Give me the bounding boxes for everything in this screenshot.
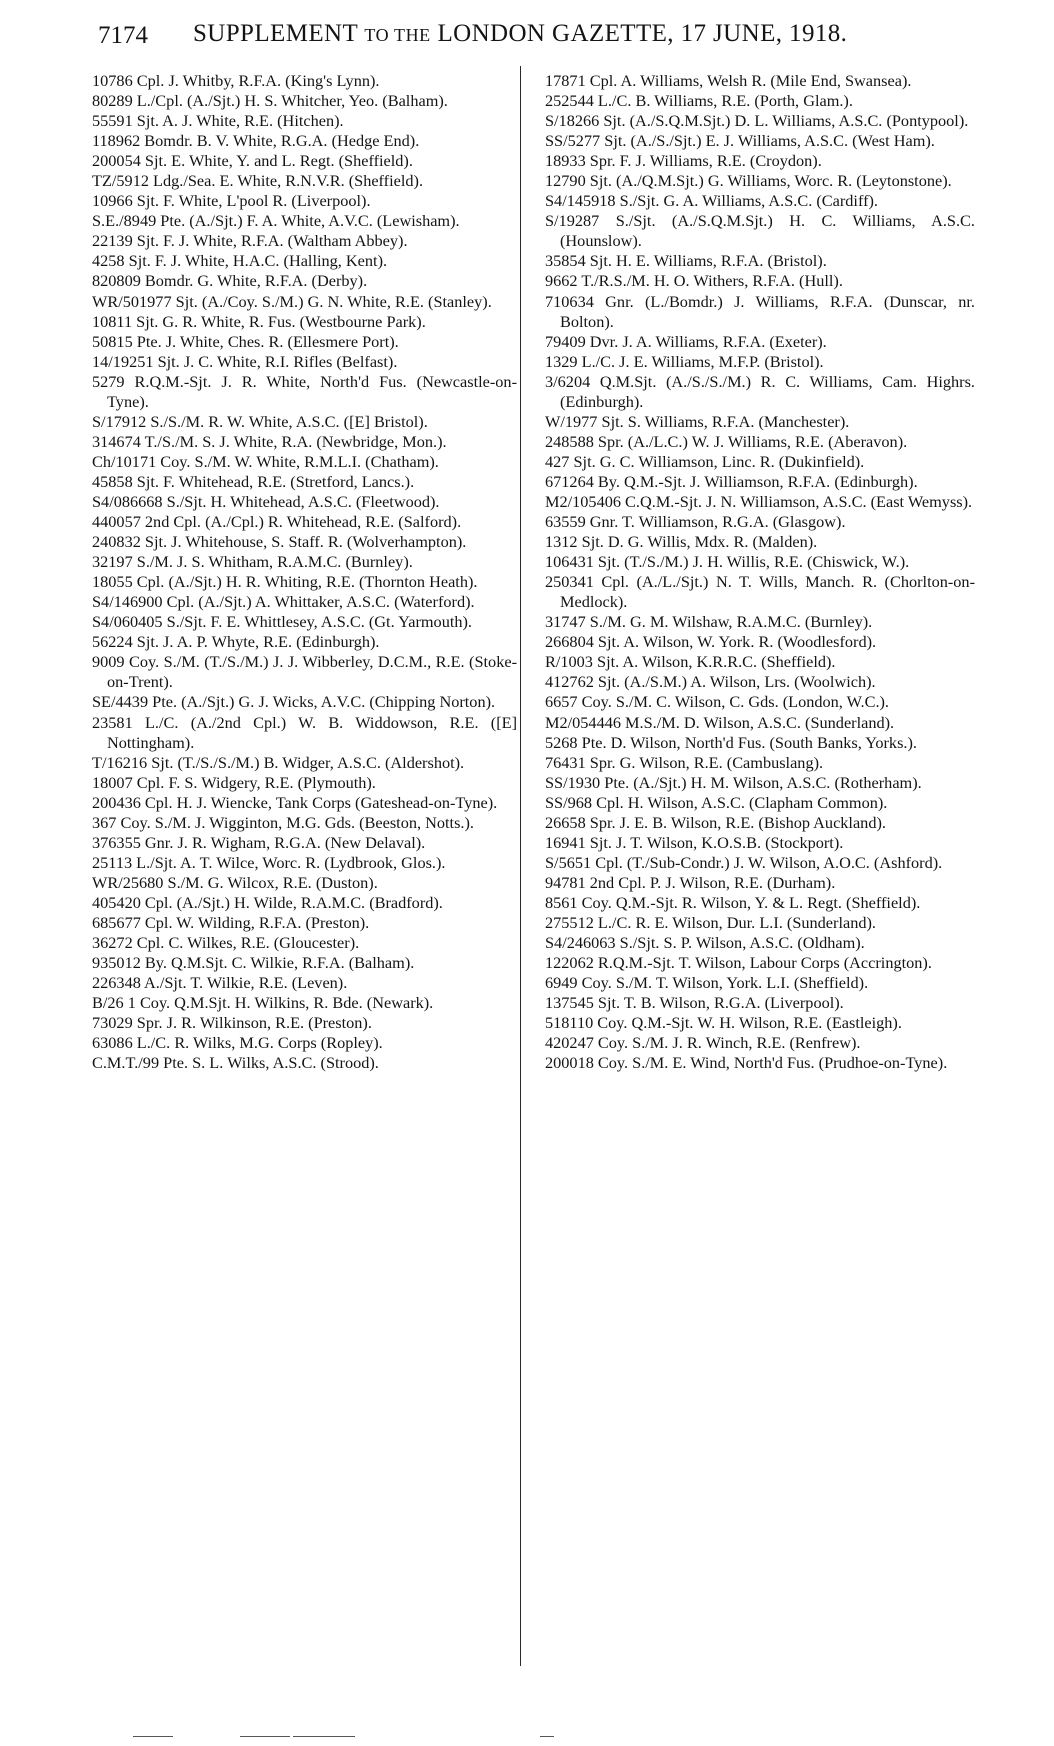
footer-rule <box>133 1736 173 1737</box>
list-item: 18007 Cpl. F. S. Widgery, R.E. (Plymouth). <box>92 772 376 792</box>
list-item: WR/501977 Sjt. (A./Coy. S./M.) G. N. White, R.E. (Stanley). <box>92 291 492 311</box>
page-title <box>193 20 847 48</box>
list-item: 3/6204 Q.M.Sjt. (A./S./S./M.) R. C. Williams, Cam. Highrs. (Edinburgh). <box>545 371 975 411</box>
list-item: 137545 Sjt. T. B. Wilson, R.G.A. (Liverpool). <box>545 993 844 1013</box>
list-item: 252544 L./C. B. Williams, R.E. (Porth, Glam.). <box>545 91 853 111</box>
list-item: S/19287 S./Sjt. (A./S.Q.M.Sjt.) H. C. Williams, A.S.C. (Hounslow). <box>545 211 975 251</box>
right-column <box>545 71 975 1073</box>
list-item: 118962 Bomdr. B. V. White, R.G.A. (Hedge End). <box>92 131 420 151</box>
list-item: 9662 T./R.S./M. H. O. Withers, R.F.A. (Hull). <box>545 271 843 291</box>
list-item: 440057 2nd Cpl. (A./Cpl.) R. Whitehead, R.E. (Salford). <box>92 512 462 532</box>
list-item: 18933 Spr. F. J. Williams, R.E. (Croydon). <box>545 151 822 171</box>
page-header <box>98 20 978 60</box>
list-item: S4/086668 S./Sjt. H. Whitehead, A.S.C. (Fleetwood). <box>92 491 440 511</box>
list-item: 94781 2nd Cpl. P. J. Wilson, R.E. (Durham). <box>545 872 836 892</box>
list-item: 314674 T./S./M. S. J. White, R.A. (Newbridge, Mon.). <box>92 431 447 451</box>
list-item: S4/246063 S./Sjt. S. P. Wilson, A.S.C. (Oldham). <box>545 933 865 953</box>
title-to-the: TO THE <box>364 25 431 45</box>
list-item: 200054 Sjt. E. White, Y. and L. Regt. (Sheffield). <box>92 151 413 171</box>
list-item: 45858 Sjt. F. Whitehead, R.E. (Stretford, Lancs.). <box>92 471 415 491</box>
list-item: 63086 L./C. R. Wilks, M.G. Corps (Ropley). <box>92 1033 383 1053</box>
list-item: 367 Coy. S./M. J. Wigginton, M.G. Gds. (Beeston, Notts.). <box>92 812 474 832</box>
list-item: 80289 L./Cpl. (A./Sjt.) H. S. Whitcher, Yeo. (Balham). <box>92 91 448 111</box>
list-item: S4/060405 S./Sjt. F. E. Whittlesey, A.S.C. (Gt. Yarmouth). <box>92 612 472 632</box>
list-item: 32197 S./M. J. S. Whitham, R.A.M.C. (Burnley). <box>92 552 413 572</box>
list-item: 10811 Sjt. G. R. White, R. Fus. (Westbourne Park). <box>92 311 426 331</box>
list-item: 6949 Coy. S./M. T. Wilson, York. L.I. (Sheffield). <box>545 973 869 993</box>
list-item: SS/1930 Pte. (A./Sjt.) H. M. Wilson, A.S.C. (Rotherham). <box>545 772 922 792</box>
list-item: 122062 R.Q.M.-Sjt. T. Wilson, Labour Corps (Accrington). <box>545 953 932 973</box>
list-item: 36272 Cpl. C. Wilkes, R.E. (Gloucester). <box>92 933 360 953</box>
list-item: 820809 Bomdr. G. White, R.F.A. (Derby). <box>92 271 368 291</box>
list-item: 18055 Cpl. (A./Sjt.) H. R. Whiting, R.E. (Thornton Heath). <box>92 572 478 592</box>
list-item: TZ/5912 Ldg./Sea. E. White, R.N.V.R. (Sheffield). <box>92 171 424 191</box>
page-number: 7174 <box>98 22 148 49</box>
footer-rule <box>240 1736 290 1737</box>
list-item: 16941 Sjt. J. T. Wilson, K.O.S.B. (Stockport). <box>545 832 844 852</box>
list-item: 420247 Coy. S./M. J. R. Winch, R.E. (Renfrew). <box>545 1033 861 1053</box>
list-item: 4258 Sjt. F. J. White, H.A.C. (Halling, Kent). <box>92 251 388 271</box>
title-supplement: SUPPLEMENT <box>193 20 358 47</box>
list-item: Ch/10171 Coy. S./M. W. White, R.M.L.I. (Chatham). <box>92 451 439 471</box>
list-item: 1329 L./C. J. E. Williams, M.F.P. (Bristol). <box>545 351 824 371</box>
left-column <box>92 71 517 1073</box>
list-item: 9009 Coy. S./M. (T./S./M.) J. J. Wibberley, D.C.M., R.E. (Stoke-on-Trent). <box>92 652 517 692</box>
list-item: 8561 Coy. Q.M.-Sjt. R. Wilson, Y. & L. Regt. (Sheffield). <box>545 892 921 912</box>
list-item: S/18266 Sjt. (A./S.Q.M.Sjt.) D. L. Williams, A.S.C. (Pontypool). <box>545 111 969 131</box>
list-item: 79409 Dvr. J. A. Williams, R.F.A. (Exeter). <box>545 331 827 351</box>
list-item: SE/4439 Pte. (A./Sjt.) G. J. Wicks, A.V.C. (Chipping Norton). <box>92 692 496 712</box>
list-item: 710634 Gnr. (L./Bomdr.) J. Williams, R.F.A. (Dunscar, nr. Bolton). <box>545 291 975 331</box>
list-item: 35854 Sjt. H. E. Williams, R.F.A. (Bristol). <box>545 251 827 271</box>
list-item: 50815 Pte. J. White, Ches. R. (Ellesmere Port). <box>92 331 399 351</box>
list-item: 200018 Coy. S./M. E. Wind, North'd Fus. (Prudhoe-on-Tyne). <box>545 1053 948 1073</box>
list-item: T/16216 Sjt. (T./S./S./M.) B. Widger, A.S.C. (Aldershot). <box>92 752 465 772</box>
list-item: 1312 Sjt. D. G. Willis, Mdx. R. (Malden). <box>545 532 818 552</box>
list-item: R/1003 Sjt. A. Wilson, K.R.R.C. (Sheffield). <box>545 652 836 672</box>
list-item: 266804 Sjt. A. Wilson, W. York. R. (Woodlesford). <box>545 632 877 652</box>
list-item: W/1977 Sjt. S. Williams, R.F.A. (Manchester). <box>545 411 850 431</box>
list-item: 73029 Spr. J. R. Wilkinson, R.E. (Preston). <box>92 1013 372 1033</box>
list-item: SS/968 Cpl. H. Wilson, A.S.C. (Clapham Common). <box>545 792 888 812</box>
list-item: 23581 L./C. (A./2nd Cpl.) W. B. Widdowson, R.E. ([E] Nottingham). <box>92 712 517 752</box>
list-item: 31747 S./M. G. M. Wilshaw, R.A.M.C. (Burnley). <box>545 612 873 632</box>
list-item: 671264 By. Q.M.-Sjt. J. Williamson, R.F.A. (Edinburgh). <box>545 471 918 491</box>
list-item: 10966 Sjt. F. White, L'pool R. (Liverpool). <box>92 191 371 211</box>
list-item: S4/146900 Cpl. (A./Sjt.) A. Whittaker, A.S.C. (Waterford). <box>92 592 475 612</box>
list-item: 14/19251 Sjt. J. C. White, R.I. Rifles (Belfast). <box>92 351 398 371</box>
list-item: S/5651 Cpl. (T./Sub-Condr.) J. W. Wilson, A.O.C. (Ashford). <box>545 852 943 872</box>
list-item: 55591 Sjt. A. J. White, R.E. (Hitchen). <box>92 111 344 131</box>
list-item: 5268 Pte. D. Wilson, North'd Fus. (South Banks, Yorks.). <box>545 732 917 752</box>
list-item: M2/054446 M.S./M. D. Wilson, A.S.C. (Sunderland). <box>545 712 895 732</box>
list-item: 17871 Cpl. A. Williams, Welsh R. (Mile End, Swansea). <box>545 71 912 90</box>
title-gazette-date: LONDON GAZETTE, 17 JUNE, 1918. <box>437 20 848 47</box>
list-item: S.E./8949 Pte. (A./Sjt.) F. A. White, A.V.C. (Lewisham). <box>92 211 460 231</box>
list-item: 10786 Cpl. J. Whitby, R.F.A. (King's Lynn). <box>92 71 380 90</box>
column-divider <box>520 66 521 1666</box>
list-item: 12790 Sjt. (A./Q.M.Sjt.) G. Williams, Worc. R. (Leytonstone). <box>545 171 952 191</box>
list-item: C.M.T./99 Pte. S. L. Wilks, A.S.C. (Strood). <box>92 1053 379 1073</box>
list-item: SS/5277 Sjt. (A./S./Sjt.) E. J. Williams, A.S.C. (West Ham). <box>545 131 935 151</box>
list-item: 76431 Spr. G. Wilson, R.E. (Cambuslang). <box>545 752 824 772</box>
footer-rule <box>540 1736 554 1737</box>
list-item: 106431 Sjt. (T./S./M.) J. H. Willis, R.E. (Chiswick, W.). <box>545 552 910 572</box>
list-item: B/26 1 Coy. Q.M.Sjt. H. Wilkins, R. Bde. (Newark). <box>92 993 434 1013</box>
list-item: 412762 Sjt. (A./S.M.) A. Wilson, Lrs. (Woolwich). <box>545 672 876 692</box>
list-item: 935012 By. Q.M.Sjt. C. Wilkie, R.F.A. (Balham). <box>92 953 415 973</box>
list-item: 6657 Coy. S./M. C. Wilson, C. Gds. (London, W.C.). <box>545 692 890 712</box>
list-item: S4/145918 S./Sjt. G. A. Williams, A.S.C. (Cardiff). <box>545 191 878 211</box>
list-item: 240832 Sjt. J. Whitehouse, S. Staff. R. (Wolverhampton). <box>92 532 467 552</box>
list-item: 427 Sjt. G. C. Williamson, Linc. R. (Dukinfield). <box>545 451 865 471</box>
list-item: S/17912 S./S./M. R. W. White, A.S.C. ([E] Bristol). <box>92 411 428 431</box>
list-item: 56224 Sjt. J. A. P. Whyte, R.E. (Edinburgh). <box>92 632 380 652</box>
list-item: 63559 Gnr. T. Williamson, R.G.A. (Glasgow). <box>545 512 846 532</box>
list-item: 518110 Coy. Q.M.-Sjt. W. H. Wilson, R.E. (Eastleigh). <box>545 1013 902 1033</box>
list-item: 376355 Gnr. J. R. Wigham, R.G.A. (New Delaval). <box>92 832 426 852</box>
list-item: 275512 L./C. R. E. Wilson, Dur. L.I. (Sunderland). <box>545 912 876 932</box>
list-item: WR/25680 S./M. G. Wilcox, R.E. (Duston). <box>92 872 378 892</box>
list-item: 405420 Cpl. (A./Sjt.) H. Wilde, R.A.M.C. (Bradford). <box>92 892 443 912</box>
list-item: M2/105406 C.Q.M.-Sjt. J. N. Williamson, A.S.C. (East Wemyss). <box>545 491 973 511</box>
list-item: 26658 Spr. J. E. B. Wilson, R.E. (Bishop Auckland). <box>545 812 886 832</box>
list-item: 200436 Cpl. H. J. Wiencke, Tank Corps (Gateshead-on-Tyne). <box>92 792 498 812</box>
list-item: 25113 L./Sjt. A. T. Wilce, Worc. R. (Lydbrook, Glos.). <box>92 852 446 872</box>
list-item: 226348 A./Sjt. T. Wilkie, R.E. (Leven). <box>92 973 348 993</box>
footer-rule <box>293 1736 355 1737</box>
list-item: 685677 Cpl. W. Wilding, R.F.A. (Preston). <box>92 912 370 932</box>
list-item: 248588 Spr. (A./L.C.) W. J. Williams, R.E. (Aberavon). <box>545 431 908 451</box>
list-item: 5279 R.Q.M.-Sjt. J. R. White, North'd Fus. (Newcastle-on-Tyne). <box>92 371 517 411</box>
list-item: 22139 Sjt. F. J. White, R.F.A. (Waltham Abbey). <box>92 231 408 251</box>
list-item: 250341 Cpl. (A./L./Sjt.) N. T. Wills, Manch. R. (Chorlton-on-Medlock). <box>545 572 975 612</box>
